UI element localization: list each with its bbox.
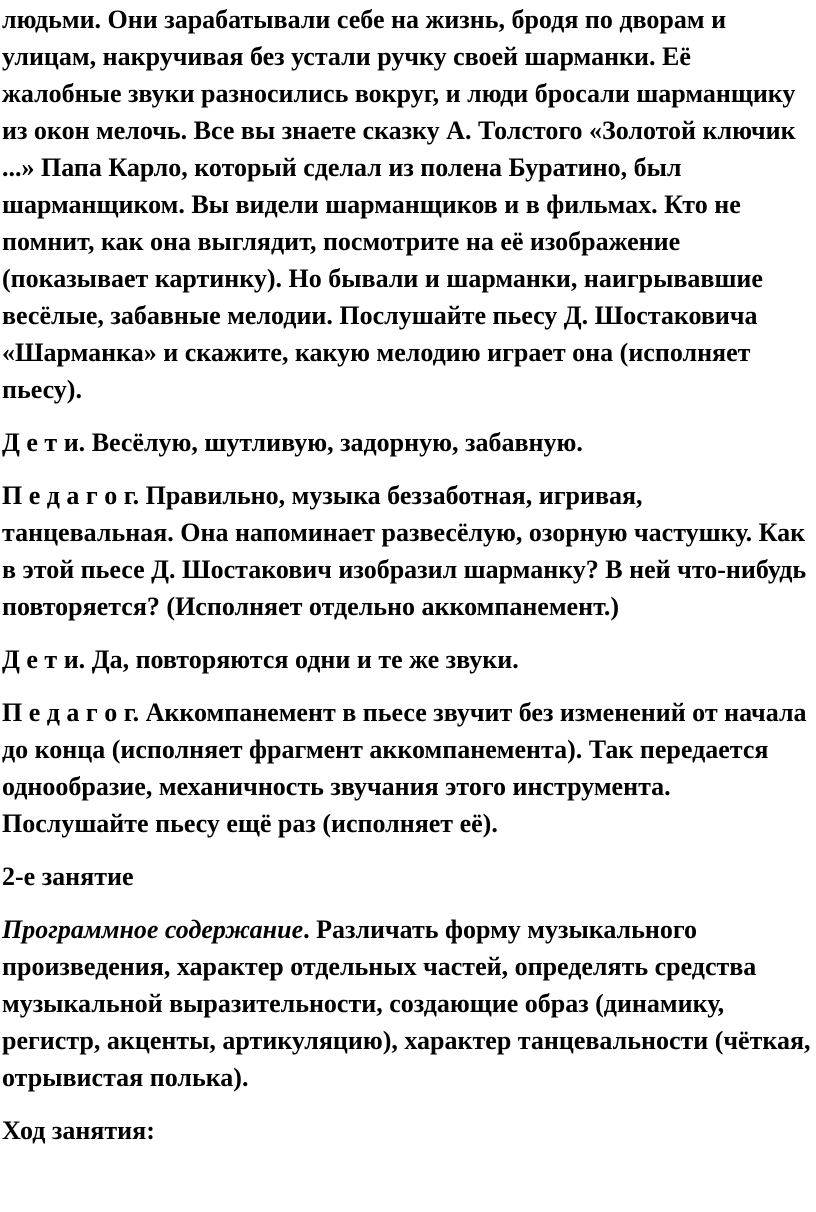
speaker-label: Д е т и. [2,428,86,457]
paragraph-text: Весёлую, шутливую, задорную, забавную. [85,428,583,457]
speaker-label: П е д а г о г. [2,481,140,510]
section-heading-text: 2-е занятие [2,862,134,891]
section-heading [2,858,814,895]
paragraph-teacher-2 [2,694,814,842]
paragraph-children-reply-1 [2,424,814,461]
lesson-progress-heading [2,1112,814,1149]
paragraph-intro [2,1,814,408]
paragraph-teacher-1 [2,477,814,625]
paragraph-text: Да, повторяются одни и те же звуки. [85,645,519,674]
speaker-label: П е д а г о г. [2,698,140,727]
paragraph-children-reply-2 [2,641,814,678]
paragraph-text: людьми. Они зарабатывали себе на жизнь, бродя по дворам и улицам, накручивая без устали ручку своей шарманки. Её жалобные звуки разносились вокруг, и люди бросали шарманщику из окон мелочь. Все вы знаете сказку А. Толстого «Золотой ключик ...» Папа Карло, который сделал из полена Буратино, был шарманщиком. Вы видели шарманщиков и в фильмах. Кто не помнит, как она выглядит, посмотрите на её изображение (показывает картинку). Но бывали и шарманки, наигрывавшие весёлые, забавные мелодии. Послушайте пьесу Д. Шостаковича «Шарманка» и скажите, какую мелодию играет она (исполняет пьесу). [2,5,796,404]
program-content-label: Программное содержание [2,915,304,944]
paragraph-text: Аккомпанемент в пьесе звучит без изменений от начала до конца (исполняет фрагмент аккомпанемента). Так передается однообразие, механичность звучания этого инструмента. Послушайте пьесу ещё раз (исполняет её). [2,698,807,838]
speaker-label: Д е т и. [2,645,86,674]
paragraph-program-content [2,911,814,1096]
paragraph-text: . Различать форму музыкального произведения, характер отдельных частей, определять средства музыкальной выразительности, создающие образ (динамику, регистр, акценты, артикуляцию), характер танцевальности (чёткая, отрывистая полька). [2,915,811,1092]
lesson-progress-heading-text: Ход занятия: [2,1116,155,1145]
paragraph-text: Правильно, музыка беззаботная, игривая, танцевальная. Она напоминает развесёлую, озорную частушку. Как в этой пьесе Д. Шостакович изобразил шарманку? В ней что-нибудь повторяется? (Исполняет отдельно аккомпанемент.) [2,481,807,621]
